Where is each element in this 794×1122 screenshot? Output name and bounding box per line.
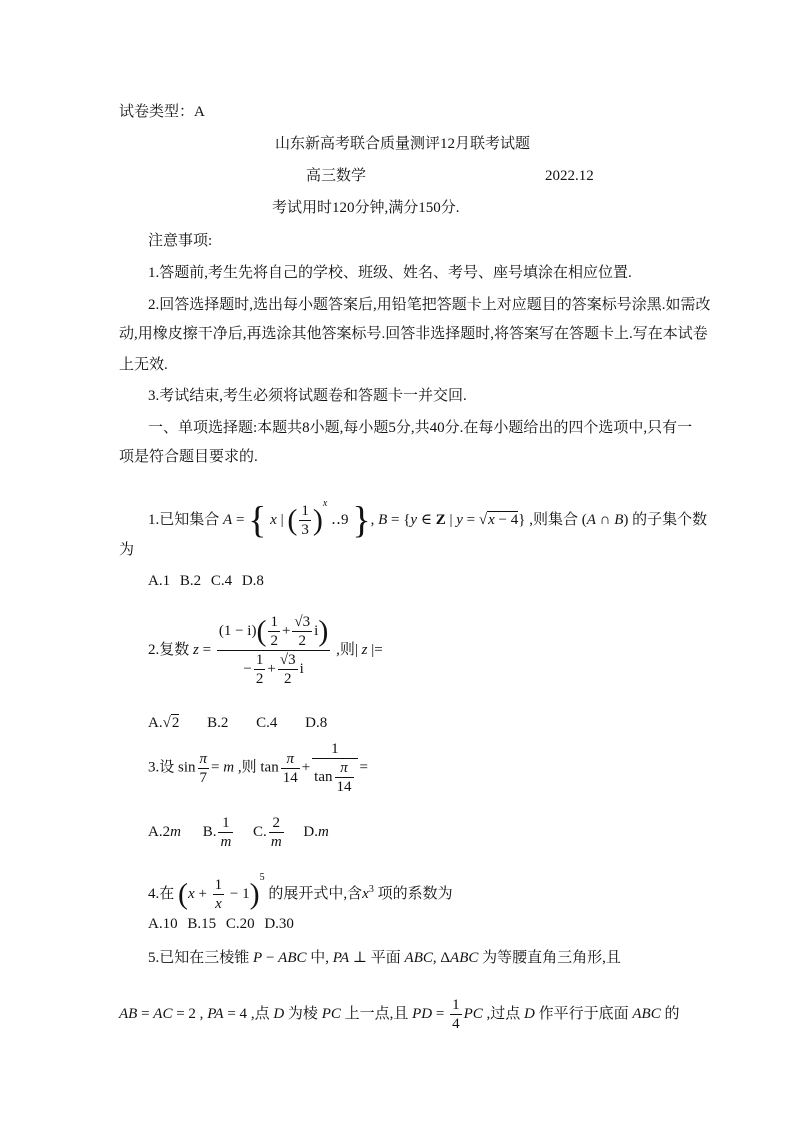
- q1-prefix: 1.已知集合: [148, 512, 220, 528]
- q3-mid: ,则: [237, 759, 257, 776]
- q4-options: A.10 B.15 C.20 D.30: [148, 916, 294, 932]
- q1-suffix: 的子集个数: [632, 512, 708, 528]
- subject: 高三数学: [306, 168, 367, 184]
- note-2-line2: 动,用橡皮擦干净后,再选涂其他答案标号.回答非选择题时,将答案写在答题卡上.写在本试卷: [119, 326, 708, 342]
- note-2-line3: 上无效.: [119, 357, 168, 373]
- notes-heading: 注意事项:: [148, 233, 213, 249]
- section1-line2: 项是符合题目要求的.: [119, 449, 258, 465]
- q5-text-f: 为棱: [287, 1006, 318, 1022]
- question-2: 2.复数 z = (1 − i)( $\frac{1}{2}$ + $\frac{√3}{2}$ i) − $\frac{1}{2}$ + $\frac{√3}{2}$ i ,则| z |=: [148, 614, 383, 688]
- question-5-line1: 5.已知在三棱锥 P − ABC 中, PA ⊥ 平面 ABC, ΔABC 为等腰直角三角形,且: [148, 950, 621, 966]
- q5-text-i: 作平行于底面: [538, 1006, 629, 1022]
- q3-option-d: D.: [303, 824, 318, 840]
- q2-suffix: ,则: [336, 642, 355, 658]
- q5-text-g: 上一点,且: [344, 1006, 409, 1022]
- q5-text-e: ,点: [250, 1006, 270, 1022]
- paper-type: 试卷类型：A: [119, 104, 205, 120]
- exam-title: 山东新高考联合质量测评12月联考试题: [275, 136, 531, 152]
- note-3: 3.考试结束,考生必须将试题卷和答题卡一并交回.: [148, 388, 467, 404]
- q3-prefix: 3.设: [148, 759, 175, 776]
- q3-option-a: A.: [148, 824, 163, 840]
- q5-text-a: 5.已知在三棱锥: [148, 950, 250, 966]
- q1-mid: ,则集合: [529, 512, 578, 528]
- question-1: 1.已知集合 A = { x | ( $\frac{1}{3}$ )$^x$ ‥9 }, B = {y ∈ Z | y = √x − 4} ,则集合 (A ∩ B) 的子集个数: [148, 498, 708, 542]
- q4-prefix: 4.在: [148, 886, 175, 902]
- time-info: 考试用时120分钟,满分150分.: [272, 200, 460, 216]
- q2-option-a: A.: [148, 715, 163, 731]
- q5-text-b: 中,: [310, 950, 330, 966]
- q2-prefix: 2.复数: [148, 642, 190, 658]
- q2-options: A.√2 B.2 C.4 D.8: [148, 715, 328, 731]
- question-5-line2: AB = AC = 2 , PA = 4 ,点 D 为棱 PC 上一点,且 PD = $\frac{1}{4}$ PC ,过点 D 作平行于底面 ABC 的: [119, 997, 680, 1033]
- q3-option-b: B.: [202, 824, 217, 840]
- question-4: 4.在 (x + $\frac{1}{x}$ − 1)$^5$ 的展开式中,含$x^3$ 项的系数为: [148, 872, 453, 913]
- note-1: 1.答题前,考生先将自己的学校、班级、姓名、考号、座号填涂在相应位置.: [148, 265, 632, 281]
- q2-option-c: C.4: [256, 715, 278, 731]
- q2-option-b: B.2: [207, 715, 229, 731]
- q2-option-d: D.8: [305, 715, 328, 731]
- q1-options: A.1 B.2 C.4 D.8: [148, 573, 264, 589]
- q4-suffix: 项的系数为: [377, 886, 453, 902]
- section1-line1: 一、单项选择题:本题共8小题,每小题5分,共40分.在每小题给出的四个选项中,只有一: [148, 420, 693, 436]
- q5-text-h: ,过点: [486, 1006, 521, 1022]
- q5-text-c: 平面: [370, 950, 401, 966]
- note-2-line1: 2.回答选择题时,选出每小题答案后,用铅笔把答题卡上对应题目的答案标号涂黑.如需改: [148, 297, 711, 313]
- q3-options: A.2m B. $\frac{1}{m}$ C. $\frac{2}{m}$ D.m: [148, 815, 329, 851]
- question-3: 3.设 sin $\frac{\pi}{7}$ = m ,则 tan $\frac{\pi}{14}$ + 1 tan $\frac{\pi}{14}$ =: [148, 741, 368, 795]
- q5-text-j: 的: [664, 1006, 680, 1022]
- q1-wrap: 为: [119, 542, 135, 558]
- q4-mid: 的展开式中,含: [268, 886, 363, 902]
- exam-date: 2022.12: [545, 168, 594, 184]
- q3-option-c: C.: [253, 824, 267, 840]
- q5-text-d: 为等腰直角三角形,且: [482, 950, 621, 966]
